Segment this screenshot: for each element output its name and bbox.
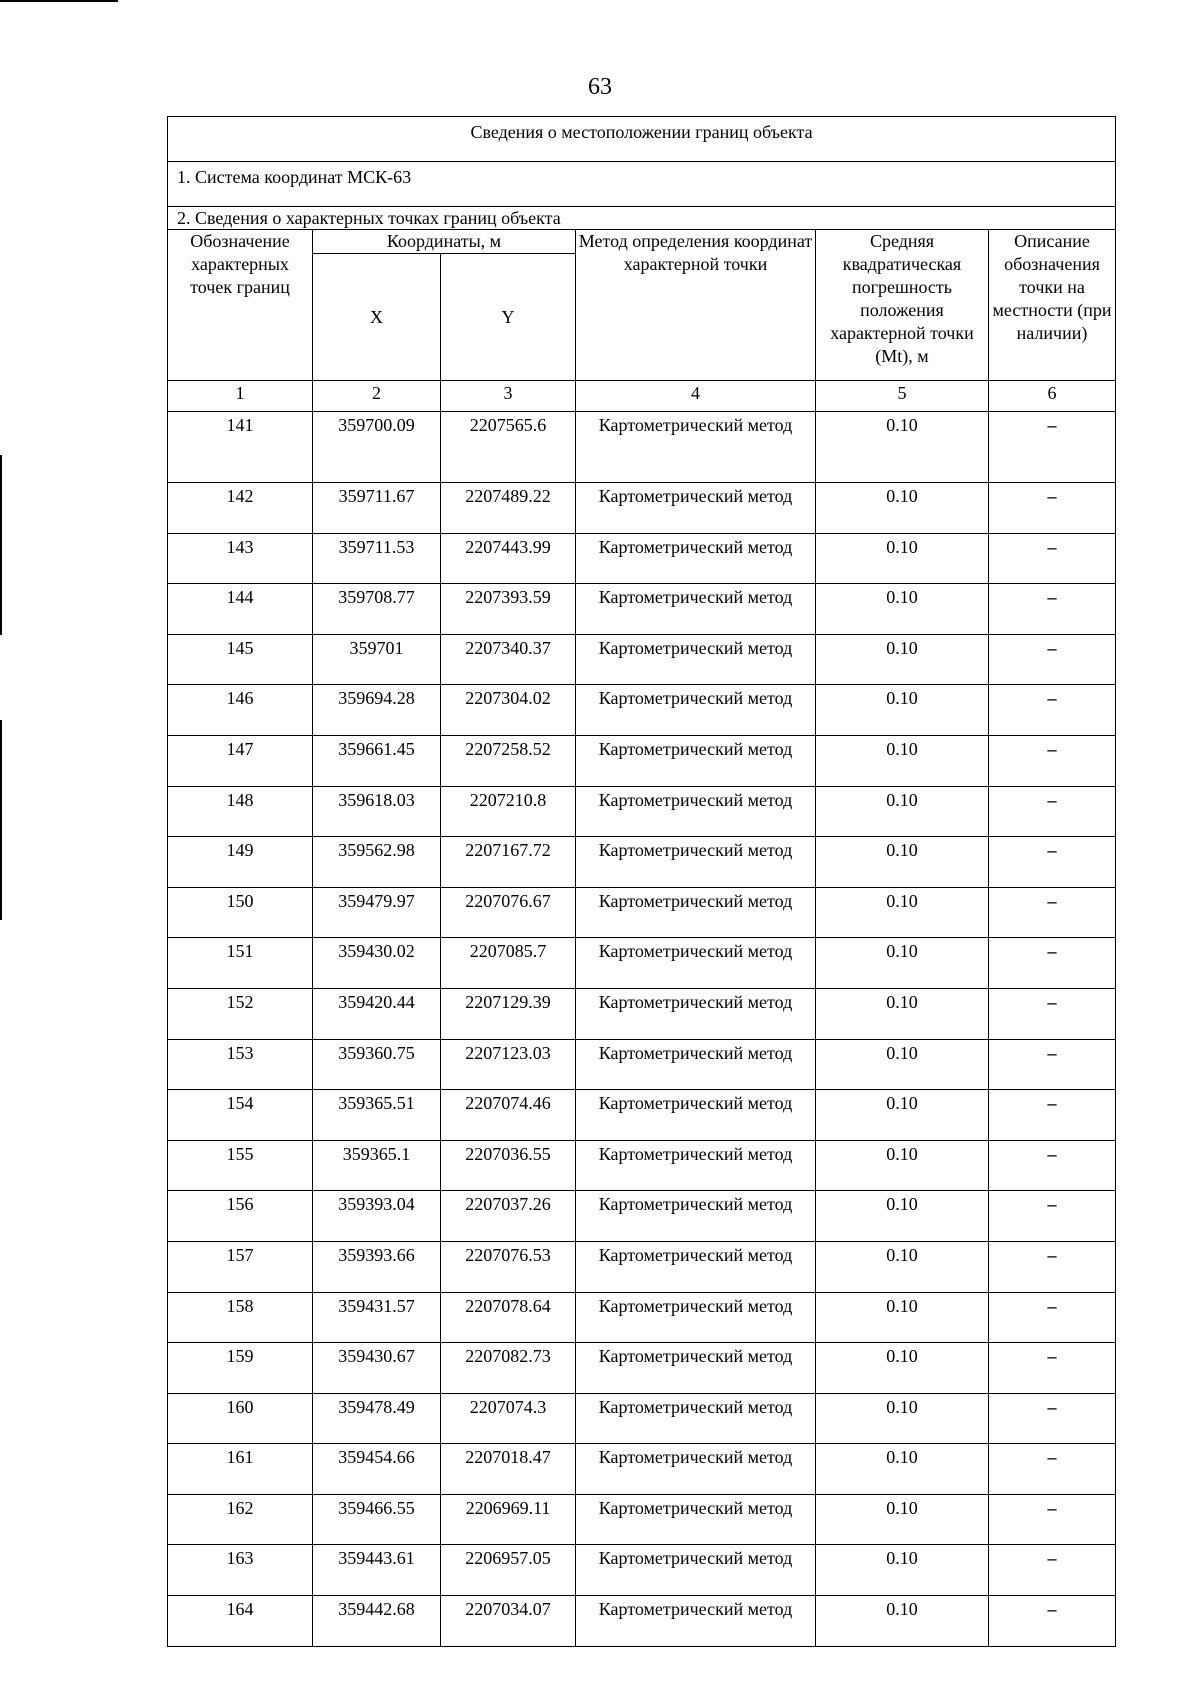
method-cell: Картометрический метод <box>576 412 816 483</box>
table-row <box>168 1343 1116 1394</box>
column-number: 4 <box>576 381 816 412</box>
accuracy-cell: 0.10 <box>816 483 989 534</box>
y-coordinate-cell: 2206957.05 <box>441 1545 576 1596</box>
point-id-cell: 144 <box>168 584 313 635</box>
table-row <box>168 1140 1116 1191</box>
accuracy-cell: 0.10 <box>816 1343 989 1394</box>
column-number: 1 <box>168 381 313 412</box>
accuracy-cell: 0.10 <box>816 1241 989 1292</box>
x-coordinate-cell: 359360.75 <box>313 1039 441 1090</box>
table-row <box>168 1596 1116 1647</box>
table-row <box>168 1444 1116 1495</box>
description-cell: – <box>989 634 1116 685</box>
point-id-cell: 146 <box>168 685 313 736</box>
description-cell: – <box>989 1140 1116 1191</box>
description-cell: – <box>989 1596 1116 1647</box>
description-cell: – <box>989 1039 1116 1090</box>
y-coordinate-cell: 2207074.3 <box>441 1393 576 1444</box>
method-cell: Картометрический метод <box>576 1191 816 1242</box>
table-row <box>168 1545 1116 1596</box>
x-coordinate-cell: 359708.77 <box>313 584 441 635</box>
y-coordinate-cell: 2207076.53 <box>441 1241 576 1292</box>
x-coordinate-cell: 359701 <box>313 634 441 685</box>
header-method: Метод определения координат характерной точки <box>576 230 816 381</box>
accuracy-cell: 0.10 <box>816 412 989 483</box>
x-coordinate-cell: 359618.03 <box>313 786 441 837</box>
method-cell: Картометрический метод <box>576 1140 816 1191</box>
method-cell: Картометрический метод <box>576 533 816 584</box>
y-coordinate-cell: 2207489.22 <box>441 483 576 534</box>
table-row <box>168 1039 1116 1090</box>
x-coordinate-cell: 359454.66 <box>313 1444 441 1495</box>
point-id-cell: 162 <box>168 1494 313 1545</box>
x-coordinate-cell: 359430.02 <box>313 938 441 989</box>
description-cell: – <box>989 1444 1116 1495</box>
y-coordinate-cell: 2207167.72 <box>441 837 576 888</box>
accuracy-cell: 0.10 <box>816 1292 989 1343</box>
page-number: 63 <box>588 74 612 100</box>
coordinate-system-label: 1. Система координат МСК-63 <box>168 162 1116 207</box>
y-coordinate-cell: 2207034.07 <box>441 1596 576 1647</box>
point-id-cell: 143 <box>168 533 313 584</box>
y-coordinate-cell: 2207018.47 <box>441 1444 576 1495</box>
point-id-cell: 164 <box>168 1596 313 1647</box>
y-coordinate-cell: 2207210.8 <box>441 786 576 837</box>
method-cell: Картометрический метод <box>576 735 816 786</box>
boundary-points-table <box>167 116 1116 1647</box>
x-coordinate-cell: 359661.45 <box>313 735 441 786</box>
description-cell: – <box>989 1545 1116 1596</box>
table-title: Сведения о местоположении границ объекта <box>168 117 1116 162</box>
y-coordinate-cell: 2207082.73 <box>441 1343 576 1394</box>
scan-left-mark <box>0 455 2 635</box>
y-coordinate-cell: 2207304.02 <box>441 685 576 736</box>
point-id-cell: 161 <box>168 1444 313 1495</box>
method-cell: Картометрический метод <box>576 837 816 888</box>
method-cell: Картометрический метод <box>576 1241 816 1292</box>
y-coordinate-cell: 2207076.67 <box>441 887 576 938</box>
description-cell: – <box>989 1494 1116 1545</box>
point-id-cell: 152 <box>168 988 313 1039</box>
accuracy-cell: 0.10 <box>816 634 989 685</box>
description-cell: – <box>989 837 1116 888</box>
accuracy-cell: 0.10 <box>816 887 989 938</box>
accuracy-cell: 0.10 <box>816 1039 989 1090</box>
table-row <box>168 584 1116 635</box>
point-id-cell: 157 <box>168 1241 313 1292</box>
point-id-cell: 150 <box>168 887 313 938</box>
description-cell: – <box>989 938 1116 989</box>
accuracy-cell: 0.10 <box>816 533 989 584</box>
method-cell: Картометрический метод <box>576 1343 816 1394</box>
x-coordinate-cell: 359430.67 <box>313 1343 441 1394</box>
x-coordinate-cell: 359443.61 <box>313 1545 441 1596</box>
scan-left-mark-2 <box>0 720 2 920</box>
method-cell: Картометрический метод <box>576 887 816 938</box>
point-id-cell: 145 <box>168 634 313 685</box>
accuracy-cell: 0.10 <box>816 988 989 1039</box>
method-cell: Картометрический метод <box>576 483 816 534</box>
description-cell: – <box>989 887 1116 938</box>
table-row <box>168 1191 1116 1242</box>
accuracy-cell: 0.10 <box>816 1090 989 1141</box>
y-coordinate-cell: 2207129.39 <box>441 988 576 1039</box>
method-cell: Картометрический метод <box>576 1393 816 1444</box>
column-number: 6 <box>989 381 1116 412</box>
method-cell: Картометрический метод <box>576 1494 816 1545</box>
x-coordinate-cell: 359365.1 <box>313 1140 441 1191</box>
description-cell: – <box>989 786 1116 837</box>
method-cell: Картометрический метод <box>576 1545 816 1596</box>
table-row <box>168 887 1116 938</box>
point-id-cell: 159 <box>168 1343 313 1394</box>
table-row <box>168 1393 1116 1444</box>
description-cell: – <box>989 1241 1116 1292</box>
method-cell: Картометрический метод <box>576 786 816 837</box>
point-id-cell: 154 <box>168 1090 313 1141</box>
y-coordinate-cell: 2207085.7 <box>441 938 576 989</box>
x-coordinate-cell: 359711.67 <box>313 483 441 534</box>
y-coordinate-cell: 2207340.37 <box>441 634 576 685</box>
accuracy-cell: 0.10 <box>816 1545 989 1596</box>
description-cell: – <box>989 1191 1116 1242</box>
column-number: 2 <box>313 381 441 412</box>
accuracy-cell: 0.10 <box>816 938 989 989</box>
y-coordinate-cell: 2207078.64 <box>441 1292 576 1343</box>
x-coordinate-cell: 359479.97 <box>313 887 441 938</box>
point-id-cell: 147 <box>168 735 313 786</box>
table-row <box>168 483 1116 534</box>
method-cell: Картометрический метод <box>576 988 816 1039</box>
accuracy-cell: 0.10 <box>816 1393 989 1444</box>
y-coordinate-cell: 2207565.6 <box>441 412 576 483</box>
description-cell: – <box>989 1343 1116 1394</box>
x-coordinate-cell: 359478.49 <box>313 1393 441 1444</box>
table-row <box>168 634 1116 685</box>
point-id-cell: 158 <box>168 1292 313 1343</box>
table-row <box>168 412 1116 483</box>
point-id-cell: 142 <box>168 483 313 534</box>
description-cell: – <box>989 412 1116 483</box>
accuracy-cell: 0.10 <box>816 1494 989 1545</box>
table-row <box>168 1241 1116 1292</box>
description-cell: – <box>989 1393 1116 1444</box>
table-row <box>168 988 1116 1039</box>
method-cell: Картометрический метод <box>576 1596 816 1647</box>
point-id-cell: 141 <box>168 412 313 483</box>
y-coordinate-cell: 2207393.59 <box>441 584 576 635</box>
x-coordinate-cell: 359562.98 <box>313 837 441 888</box>
method-cell: Картометрический метод <box>576 634 816 685</box>
x-coordinate-cell: 359711.53 <box>313 533 441 584</box>
y-coordinate-cell: 2207074.46 <box>441 1090 576 1141</box>
x-coordinate-cell: 359700.09 <box>313 412 441 483</box>
description-cell: – <box>989 533 1116 584</box>
y-coordinate-cell: 2207443.99 <box>441 533 576 584</box>
point-id-cell: 156 <box>168 1191 313 1242</box>
point-id-cell: 155 <box>168 1140 313 1191</box>
description-cell: – <box>989 584 1116 635</box>
table-row <box>168 938 1116 989</box>
y-coordinate-cell: 2207037.26 <box>441 1191 576 1242</box>
method-cell: Картометрический метод <box>576 685 816 736</box>
point-id-cell: 151 <box>168 938 313 989</box>
column-number: 3 <box>441 381 576 412</box>
x-coordinate-cell: 359393.04 <box>313 1191 441 1242</box>
description-cell: – <box>989 735 1116 786</box>
table-row <box>168 837 1116 888</box>
table-row <box>168 786 1116 837</box>
column-number: 5 <box>816 381 989 412</box>
description-cell: – <box>989 1292 1116 1343</box>
header-coordinates: Координаты, м <box>313 230 576 254</box>
accuracy-cell: 0.10 <box>816 584 989 635</box>
method-cell: Картометрический метод <box>576 1039 816 1090</box>
accuracy-cell: 0.10 <box>816 837 989 888</box>
header-point-designation: Обозначение характерных точек границ <box>168 230 313 381</box>
accuracy-cell: 0.10 <box>816 1140 989 1191</box>
method-cell: Картометрический метод <box>576 1292 816 1343</box>
method-cell: Картометрический метод <box>576 1090 816 1141</box>
section-label: 2. Сведения о характерных точках границ объекта <box>168 207 1116 230</box>
description-cell: – <box>989 483 1116 534</box>
description-cell: – <box>989 988 1116 1039</box>
x-coordinate-cell: 359393.66 <box>313 1241 441 1292</box>
accuracy-cell: 0.10 <box>816 735 989 786</box>
table-row <box>168 735 1116 786</box>
header-y: Y <box>441 254 576 381</box>
accuracy-cell: 0.10 <box>816 786 989 837</box>
accuracy-cell: 0.10 <box>816 1444 989 1495</box>
x-coordinate-cell: 359365.51 <box>313 1090 441 1141</box>
point-id-cell: 149 <box>168 837 313 888</box>
accuracy-cell: 0.10 <box>816 1596 989 1647</box>
method-cell: Картометрический метод <box>576 938 816 989</box>
point-id-cell: 153 <box>168 1039 313 1090</box>
table-row <box>168 1494 1116 1545</box>
accuracy-cell: 0.10 <box>816 685 989 736</box>
header-x: X <box>313 254 441 381</box>
method-cell: Картометрический метод <box>576 1444 816 1495</box>
point-id-cell: 163 <box>168 1545 313 1596</box>
point-id-cell: 148 <box>168 786 313 837</box>
x-coordinate-cell: 359694.28 <box>313 685 441 736</box>
y-coordinate-cell: 2207123.03 <box>441 1039 576 1090</box>
table-row <box>168 533 1116 584</box>
y-coordinate-cell: 2207258.52 <box>441 735 576 786</box>
table-row <box>168 1292 1116 1343</box>
y-coordinate-cell: 2206969.11 <box>441 1494 576 1545</box>
description-cell: – <box>989 1090 1116 1141</box>
x-coordinate-cell: 359466.55 <box>313 1494 441 1545</box>
scan-top-line <box>0 0 118 2</box>
table-row <box>168 685 1116 736</box>
x-coordinate-cell: 359442.68 <box>313 1596 441 1647</box>
point-id-cell: 160 <box>168 1393 313 1444</box>
method-cell: Картометрический метод <box>576 584 816 635</box>
header-accuracy: Средняя квадратическая погрешность положения характерной точки (Mt), м <box>816 230 989 381</box>
description-cell: – <box>989 685 1116 736</box>
x-coordinate-cell: 359431.57 <box>313 1292 441 1343</box>
accuracy-cell: 0.10 <box>816 1191 989 1242</box>
header-description: Описание обозначения точки на местности (при наличии) <box>989 230 1116 381</box>
x-coordinate-cell: 359420.44 <box>313 988 441 1039</box>
table-row <box>168 1090 1116 1141</box>
y-coordinate-cell: 2207036.55 <box>441 1140 576 1191</box>
